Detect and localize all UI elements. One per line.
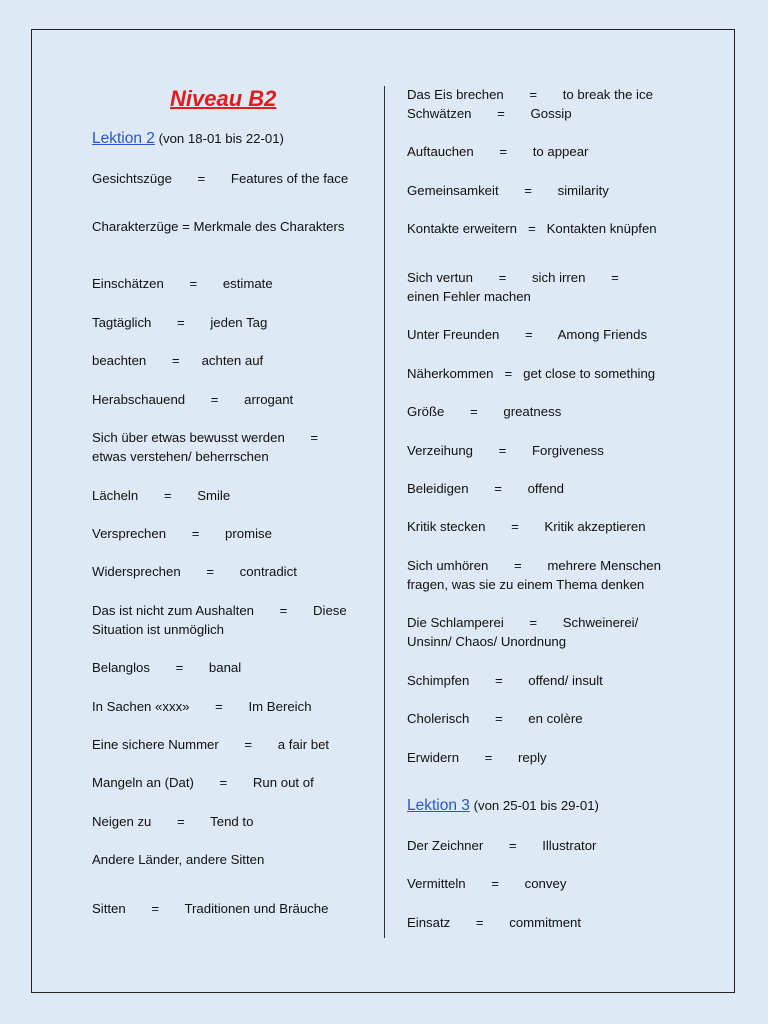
vocab-entry: Gesichtszüge = Features of the face xyxy=(92,171,349,186)
vocab-entry: Vermitteln = convey xyxy=(407,876,567,891)
vocab-entry: Auftauchen = to appear xyxy=(407,144,589,159)
vocab-entry: beachten = achten auf xyxy=(92,353,264,368)
vocab-entry: Andere Länder, andere Sitten xyxy=(92,852,265,867)
vocab-entry: Größe = greatness xyxy=(407,404,562,419)
vocab-entry: Näherkommen = get close to something xyxy=(407,366,656,381)
vocab-entry: Sich umhören = mehrere Menschen xyxy=(407,558,661,573)
vocab-entry-cont: einen Fehler machen xyxy=(407,289,531,304)
lektion-3-heading xyxy=(407,796,599,816)
vocab-entry: Mangeln an (Dat) = Run out of xyxy=(92,775,314,790)
vocab-entry: Einsatz = commitment xyxy=(407,915,582,930)
vocab-entry: Kritik stecken = Kritik akzeptieren xyxy=(407,519,646,534)
vocab-entry-cont: etwas verstehen/ beherrschen xyxy=(92,449,269,464)
page-title: Niveau B2 xyxy=(170,86,277,111)
lektion-2-heading xyxy=(92,129,284,149)
lektion-2-range: (von 18-01 bis 22-01) xyxy=(154,131,284,146)
lektion-3-range: (von 25-01 bis 29-01) xyxy=(469,798,599,813)
vocab-entry: Herabschauend = arrogant xyxy=(92,392,294,407)
vocab-entry: Das ist nicht zum Aushalten = Diese xyxy=(92,603,347,618)
vocab-entry: Unter Freunden = Among Friends xyxy=(407,327,648,342)
vocab-entry: Neigen zu = Tend to xyxy=(92,814,254,829)
vocab-entry: Sitten = Traditionen und Bräuche xyxy=(92,901,329,916)
vocab-entry: Die Schlamperei = Schweinerei/ xyxy=(407,615,639,630)
vocab-entry: Der Zeichner = Illustrator xyxy=(407,838,597,853)
vocab-entry: Sich über etwas bewusst werden = xyxy=(92,430,319,445)
vocab-entry: Erwidern = reply xyxy=(407,750,547,765)
vocab-entry-cont: Unsinn/ Chaos/ Unordnung xyxy=(407,634,567,649)
vocab-entry: In Sachen «xxx» = Im Bereich xyxy=(92,699,312,714)
lektion-3-link[interactable]: Lektion 3 xyxy=(407,797,470,814)
column-divider xyxy=(384,86,385,938)
vocab-entry: Einschätzen = estimate xyxy=(92,276,273,291)
lektion-2-link[interactable]: Lektion 2 xyxy=(92,130,155,147)
vocab-entry: Schwätzen = Gossip xyxy=(407,106,572,121)
vocab-entry: Verzeihung = Forgiveness xyxy=(407,443,604,458)
vocab-entry: Cholerisch = en colère xyxy=(407,711,583,726)
vocab-entry: Gemeinsamkeit = similarity xyxy=(407,183,609,198)
vocab-entry: Charakterzüge = Merkmale des Charakters xyxy=(92,219,345,234)
vocab-entry-cont: Situation ist unmöglich xyxy=(92,622,224,637)
vocab-entry: Schimpfen = offend/ insult xyxy=(407,673,603,688)
vocab-entry: Versprechen = promise xyxy=(92,526,272,541)
vocab-entry: Beleidigen = offend xyxy=(407,481,565,496)
vocab-entry: Das Eis brechen = to break the ice xyxy=(407,87,653,102)
vocab-entry: Kontakte erweitern = Kontakten knüpfen xyxy=(407,221,657,236)
vocab-entry: Tagtäglich = jeden Tag xyxy=(92,315,268,330)
vocab-entry: Belanglos = banal xyxy=(92,660,242,675)
vocab-entry-cont: fragen, was sie zu einem Thema denken xyxy=(407,577,645,592)
vocab-entry: Eine sichere Nummer = a fair bet xyxy=(92,737,330,752)
vocab-entry: Sich vertun = sich irren = xyxy=(407,270,619,285)
vocab-entry: Lächeln = Smile xyxy=(92,488,231,503)
vocab-entry: Widersprechen = contradict xyxy=(92,564,297,579)
